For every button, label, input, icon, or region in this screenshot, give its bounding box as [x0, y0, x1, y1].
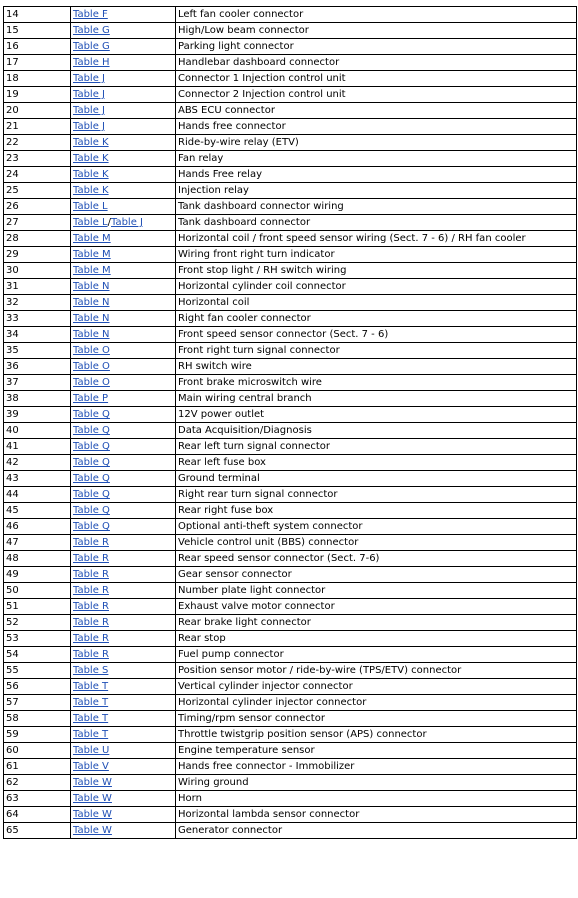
table-link[interactable]: Table K — [73, 169, 109, 180]
table-reference-cell — [71, 631, 176, 647]
row-number: 17 — [4, 55, 71, 71]
row-number: 21 — [4, 119, 71, 135]
row-number: 62 — [4, 775, 71, 791]
table-reference-cell — [71, 663, 176, 679]
row-number: 53 — [4, 631, 71, 647]
description-cell: Number plate light connector — [176, 583, 577, 599]
table-reference-cell — [71, 455, 176, 471]
description-cell: Rear speed sensor connector (Sect. 7-6) — [176, 551, 577, 567]
table-link[interactable]: Table P — [73, 393, 109, 404]
row-number: 18 — [4, 71, 71, 87]
table-reference-cell — [71, 679, 176, 695]
row-number: 42 — [4, 455, 71, 471]
description-cell: Handlebar dashboard connector — [176, 55, 577, 71]
row-number: 41 — [4, 439, 71, 455]
row-number: 48 — [4, 551, 71, 567]
table-reference-cell — [71, 263, 176, 279]
table-row — [4, 711, 577, 727]
table-link[interactable]: Table M — [73, 249, 111, 260]
description-cell: Hands free connector — [176, 119, 577, 135]
table-row — [4, 151, 577, 167]
table-link[interactable]: Table O — [73, 361, 110, 372]
table-row — [4, 647, 577, 663]
table-link[interactable]: Table T — [73, 729, 109, 740]
row-number: 19 — [4, 87, 71, 103]
table-link[interactable]: Table W — [73, 793, 112, 804]
table-row — [4, 343, 577, 359]
table-row — [4, 407, 577, 423]
description-cell: Fuel pump connector — [176, 647, 577, 663]
table-row — [4, 279, 577, 295]
description-cell: Front stop light / RH switch wiring — [176, 263, 577, 279]
description-cell: Optional anti-theft system connector — [176, 519, 577, 535]
table-reference-cell — [71, 343, 176, 359]
row-number: 45 — [4, 503, 71, 519]
table-row — [4, 199, 577, 215]
table-reference-cell — [71, 167, 176, 183]
description-cell: Generator connector — [176, 823, 577, 839]
row-number: 47 — [4, 535, 71, 551]
table-reference-cell — [71, 55, 176, 71]
table-reference-cell — [71, 215, 176, 231]
table-reference-cell — [71, 423, 176, 439]
row-number: 15 — [4, 23, 71, 39]
description-cell: Fan relay — [176, 151, 577, 167]
table-row — [4, 135, 577, 151]
table-reference-cell — [71, 807, 176, 823]
table-reference-cell — [71, 823, 176, 839]
table-row — [4, 631, 577, 647]
table-link[interactable]: Table Q — [73, 441, 110, 452]
description-cell: Exhaust valve motor connector — [176, 599, 577, 615]
table-row — [4, 423, 577, 439]
table-row — [4, 535, 577, 551]
description-cell: Front speed sensor connector (Sect. 7 - 6) — [176, 327, 577, 343]
table-row — [4, 215, 577, 231]
table-link[interactable]: Table N — [73, 281, 110, 292]
table-reference-cell — [71, 535, 176, 551]
table-link[interactable]: Table R — [73, 537, 109, 548]
row-number: 25 — [4, 183, 71, 199]
row-number: 56 — [4, 679, 71, 695]
table-row — [4, 375, 577, 391]
table-link[interactable]: Table V — [73, 761, 109, 772]
table-link[interactable]: Table M — [73, 233, 111, 244]
table-row — [4, 567, 577, 583]
description-cell: Tank dashboard connector — [176, 215, 577, 231]
table-link[interactable]: Table K — [73, 137, 109, 148]
table-reference-cell — [71, 71, 176, 87]
description-cell: Rear left turn signal connector — [176, 439, 577, 455]
table-reference-cell — [71, 487, 176, 503]
table-link[interactable]: Table R — [73, 633, 109, 644]
description-cell: Horn — [176, 791, 577, 807]
description-cell: 12V power outlet — [176, 407, 577, 423]
table-link[interactable]: Table J — [73, 73, 105, 84]
table-reference-cell — [71, 615, 176, 631]
row-number: 16 — [4, 39, 71, 55]
table-row — [4, 759, 577, 775]
connector-table — [3, 6, 577, 839]
table-link[interactable]: Table J — [73, 105, 105, 116]
row-number: 43 — [4, 471, 71, 487]
row-number: 46 — [4, 519, 71, 535]
description-cell: Front brake microswitch wire — [176, 375, 577, 391]
table-row — [4, 791, 577, 807]
table-row — [4, 23, 577, 39]
table-link[interactable]: Table Q — [73, 521, 110, 532]
table-row — [4, 807, 577, 823]
table-reference-cell — [71, 311, 176, 327]
description-cell: Parking light connector — [176, 39, 577, 55]
table-row — [4, 311, 577, 327]
table-row — [4, 39, 577, 55]
row-number: 33 — [4, 311, 71, 327]
description-cell: Left fan cooler connector — [176, 7, 577, 23]
table-reference-cell — [71, 327, 176, 343]
row-number: 39 — [4, 407, 71, 423]
table-reference-cell — [71, 583, 176, 599]
description-cell: Horizontal cylinder coil connector — [176, 279, 577, 295]
table-link[interactable]: Table K — [73, 153, 109, 164]
row-number: 59 — [4, 727, 71, 743]
table-reference-cell — [71, 551, 176, 567]
row-number: 30 — [4, 263, 71, 279]
table-reference-cell — [71, 183, 176, 199]
table-link[interactable]: Table Q — [73, 409, 110, 420]
table-reference-cell — [71, 7, 176, 23]
description-cell: Main wiring central branch — [176, 391, 577, 407]
description-cell: Gear sensor connector — [176, 567, 577, 583]
table-row — [4, 71, 577, 87]
table-row — [4, 7, 577, 23]
table-row — [4, 775, 577, 791]
table-reference-cell — [71, 503, 176, 519]
description-cell: RH switch wire — [176, 359, 577, 375]
table-row — [4, 327, 577, 343]
table-reference-cell — [71, 519, 176, 535]
table-reference-cell — [71, 231, 176, 247]
description-cell: Horizontal coil / front speed sensor wiring (Sect. 7 - 6) / RH fan cooler — [176, 231, 577, 247]
table-reference-cell — [71, 471, 176, 487]
table-reference-cell — [71, 727, 176, 743]
table-reference-cell — [71, 359, 176, 375]
description-cell: Hands free connector - Immobilizer — [176, 759, 577, 775]
table-row — [4, 119, 577, 135]
table-row — [4, 455, 577, 471]
table-link[interactable]: Table N — [73, 297, 110, 308]
table-row — [4, 519, 577, 535]
table-reference-cell — [71, 39, 176, 55]
table-row — [4, 231, 577, 247]
table-link[interactable]: Table Q — [73, 489, 110, 500]
table-link[interactable]: Table J — [110, 217, 143, 228]
table-reference-cell — [71, 103, 176, 119]
table-reference-cell — [71, 647, 176, 663]
row-number: 58 — [4, 711, 71, 727]
description-cell: Data Acquisition/Diagnosis — [176, 423, 577, 439]
row-number: 35 — [4, 343, 71, 359]
table-row — [4, 247, 577, 263]
table-row — [4, 663, 577, 679]
table-link[interactable]: Table T — [73, 713, 109, 724]
row-number: 65 — [4, 823, 71, 839]
row-number: 49 — [4, 567, 71, 583]
table-reference-cell — [71, 759, 176, 775]
row-number: 14 — [4, 7, 71, 23]
table-reference-cell — [71, 567, 176, 583]
description-cell: Ground terminal — [176, 471, 577, 487]
description-cell: Horizontal cylinder injector connector — [176, 695, 577, 711]
table-reference-cell — [71, 279, 176, 295]
table-reference-cell — [71, 151, 176, 167]
row-number: 32 — [4, 295, 71, 311]
table-link[interactable]: Table O — [73, 345, 110, 356]
table-link[interactable]: Table O — [73, 377, 110, 388]
table-link[interactable]: Table W — [73, 809, 112, 820]
description-cell: ABS ECU connector — [176, 103, 577, 119]
description-cell: Rear stop — [176, 631, 577, 647]
table-link[interactable]: Table R — [73, 585, 109, 596]
table-row — [4, 295, 577, 311]
table-reference-cell — [71, 775, 176, 791]
table-reference-cell — [71, 439, 176, 455]
description-cell: Right fan cooler connector — [176, 311, 577, 327]
table-link[interactable]: Table W — [73, 825, 112, 836]
description-cell: Throttle twistgrip position sensor (APS) connector — [176, 727, 577, 743]
table-row — [4, 551, 577, 567]
description-cell: Front right turn signal connector — [176, 343, 577, 359]
description-cell: Horizontal lambda sensor connector — [176, 807, 577, 823]
table-link[interactable]: Table Q — [73, 457, 110, 468]
table-row — [4, 599, 577, 615]
table-link[interactable]: Table U — [73, 745, 110, 756]
row-number: 51 — [4, 599, 71, 615]
table-link[interactable]: Table F — [73, 9, 108, 20]
table-link[interactable]: Table R — [73, 569, 109, 580]
description-cell: Wiring ground — [176, 775, 577, 791]
table-link[interactable]: Table K — [73, 185, 109, 196]
table-row — [4, 359, 577, 375]
table-link[interactable]: Table J — [73, 89, 105, 100]
row-number: 63 — [4, 791, 71, 807]
table-row — [4, 695, 577, 711]
table-link[interactable]: Table J — [73, 121, 105, 132]
table-link[interactable]: Table L — [73, 217, 108, 228]
table-reference-cell — [71, 375, 176, 391]
table-link[interactable]: Table Q — [73, 505, 110, 516]
table-reference-cell — [71, 407, 176, 423]
table-reference-cell — [71, 695, 176, 711]
row-number: 24 — [4, 167, 71, 183]
row-number: 37 — [4, 375, 71, 391]
row-number: 23 — [4, 151, 71, 167]
table-row — [4, 743, 577, 759]
table-row — [4, 103, 577, 119]
description-cell: Vertical cylinder injector connector — [176, 679, 577, 695]
table-link[interactable]: Table R — [73, 553, 109, 564]
row-number: 60 — [4, 743, 71, 759]
link-separator: / — [107, 217, 111, 228]
table-link[interactable]: Table G — [73, 41, 110, 52]
description-cell: Engine temperature sensor — [176, 743, 577, 759]
description-cell: High/Low beam connector — [176, 23, 577, 39]
table-row — [4, 87, 577, 103]
table-reference-cell — [71, 247, 176, 263]
description-cell: Injection relay — [176, 183, 577, 199]
table-row — [4, 263, 577, 279]
table-link[interactable]: Table N — [73, 329, 110, 340]
table-reference-cell — [71, 743, 176, 759]
table-row — [4, 615, 577, 631]
table-row — [4, 487, 577, 503]
row-number: 20 — [4, 103, 71, 119]
row-number: 44 — [4, 487, 71, 503]
description-cell: Connector 2 Injection control unit — [176, 87, 577, 103]
row-number: 38 — [4, 391, 71, 407]
table-row — [4, 823, 577, 839]
row-number: 55 — [4, 663, 71, 679]
table-row — [4, 727, 577, 743]
table-row — [4, 679, 577, 695]
row-number: 57 — [4, 695, 71, 711]
table-link[interactable]: Table S — [73, 665, 109, 676]
table-reference-cell — [71, 791, 176, 807]
description-cell: Rear brake light connector — [176, 615, 577, 631]
table-reference-cell — [71, 711, 176, 727]
row-number: 50 — [4, 583, 71, 599]
table-link[interactable]: Table Q — [73, 473, 110, 484]
table-reference-cell — [71, 391, 176, 407]
row-number: 61 — [4, 759, 71, 775]
table-link[interactable]: Table H — [73, 57, 110, 68]
table-reference-cell — [71, 119, 176, 135]
description-cell: Tank dashboard connector wiring — [176, 199, 577, 215]
description-cell: Ride-by-wire relay (ETV) — [176, 135, 577, 151]
description-cell: Right rear turn signal connector — [176, 487, 577, 503]
row-number: 54 — [4, 647, 71, 663]
table-link[interactable]: Table T — [73, 681, 109, 692]
table-reference-cell — [71, 295, 176, 311]
row-number: 64 — [4, 807, 71, 823]
table-link[interactable]: Table W — [73, 777, 112, 788]
row-number: 36 — [4, 359, 71, 375]
row-number: 52 — [4, 615, 71, 631]
description-cell: Hands Free relay — [176, 167, 577, 183]
table-reference-cell — [71, 599, 176, 615]
description-cell: Connector 1 Injection control unit — [176, 71, 577, 87]
table-reference-cell — [71, 135, 176, 151]
table-link[interactable]: Table Q — [73, 425, 110, 436]
row-number: 28 — [4, 231, 71, 247]
description-cell: Rear left fuse box — [176, 455, 577, 471]
table-row — [4, 183, 577, 199]
table-link[interactable]: Table L — [73, 201, 108, 212]
description-cell: Timing/rpm sensor connector — [176, 711, 577, 727]
table-link[interactable]: Table T — [73, 697, 109, 708]
row-number: 26 — [4, 199, 71, 215]
table-row — [4, 583, 577, 599]
table-row — [4, 503, 577, 519]
row-number: 27 — [4, 215, 71, 231]
table-row — [4, 55, 577, 71]
table-link[interactable]: Table G — [73, 25, 110, 36]
row-number: 31 — [4, 279, 71, 295]
table-reference-cell — [71, 199, 176, 215]
row-number: 34 — [4, 327, 71, 343]
description-cell: Vehicle control unit (BBS) connector — [176, 535, 577, 551]
table-link[interactable]: Table M — [73, 265, 111, 276]
row-number: 22 — [4, 135, 71, 151]
table-reference-cell — [71, 23, 176, 39]
description-cell: Horizontal coil — [176, 295, 577, 311]
row-number: 40 — [4, 423, 71, 439]
table-link[interactable]: Table R — [73, 617, 109, 628]
row-number: 29 — [4, 247, 71, 263]
table-link[interactable]: Table R — [73, 601, 109, 612]
table-reference-cell — [71, 87, 176, 103]
description-cell: Wiring front right turn indicator — [176, 247, 577, 263]
table-row — [4, 439, 577, 455]
table-row — [4, 471, 577, 487]
connector-table-body — [4, 7, 577, 839]
table-row — [4, 391, 577, 407]
table-link[interactable]: Table R — [73, 649, 109, 660]
table-link[interactable]: Table N — [73, 313, 110, 324]
table-row — [4, 167, 577, 183]
description-cell: Position sensor motor / ride-by-wire (TPS/ETV) connector — [176, 663, 577, 679]
description-cell: Rear right fuse box — [176, 503, 577, 519]
